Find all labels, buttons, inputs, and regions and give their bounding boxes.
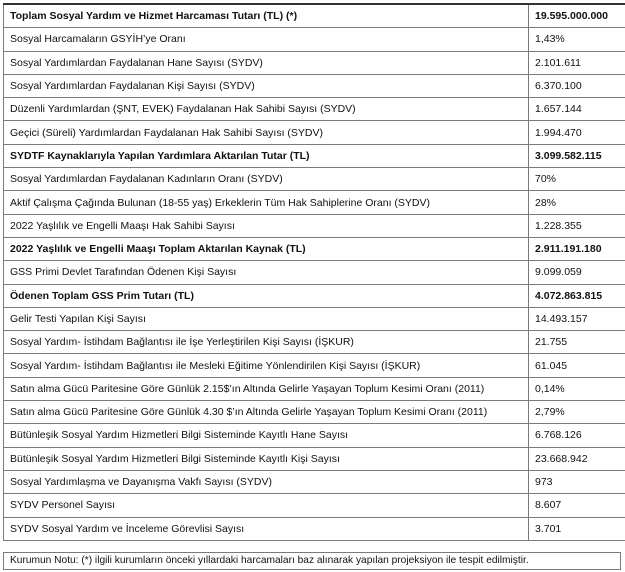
table-row — [4, 191, 625, 214]
row-value: 3.099.582.115 — [529, 144, 625, 167]
table-row — [4, 284, 625, 307]
table-row — [4, 261, 625, 284]
row-value: 61.045 — [529, 354, 625, 377]
row-label: GSS Primi Devlet Tarafından Ödenen Kişi Sayısı — [4, 261, 529, 284]
table-row — [4, 168, 625, 191]
row-value: 1.994.470 — [529, 121, 625, 144]
statistics-table — [3, 3, 625, 541]
table-row — [4, 470, 625, 493]
table-row — [4, 237, 625, 260]
table-row — [4, 74, 625, 97]
row-label: 2022 Yaşlılık ve Engelli Maaşı Toplam Aktarılan Kaynak (TL) — [4, 237, 529, 260]
table-row — [4, 51, 625, 74]
row-label: Satın alma Gücü Paritesine Göre Günlük 4.30 $’ın Altında Gelirle Yaşayan Toplum Kesimi Oranı (2011) — [4, 401, 529, 424]
row-label: SYDTF Kaynaklarıyla Yapılan Yardımlara Aktarılan Tutar (TL) — [4, 144, 529, 167]
institution-note: Kurumun Notu: (*) ilgili kurumların önceki yıllardaki harcamaları baz alınarak yapılan projeksiyon ile tespit edilmiştir. — [3, 552, 621, 570]
row-value: 4.072.863.815 — [529, 284, 625, 307]
row-label: Sosyal Yardımlaşma ve Dayanışma Vakfı Sayısı (SYDV) — [4, 470, 529, 493]
row-value: 28% — [529, 191, 625, 214]
row-label: Toplam Sosyal Yardım ve Hizmet Harcaması Tutarı (TL) (*) — [4, 4, 529, 28]
row-value: 2.911.191.180 — [529, 237, 625, 260]
row-label: Sosyal Yardımlardan Faydalanan Hane Sayısı (SYDV) — [4, 51, 529, 74]
table-row — [4, 28, 625, 51]
row-value: 2,79% — [529, 401, 625, 424]
row-value: 8.607 — [529, 494, 625, 517]
row-label: Bütünleşik Sosyal Yardım Hizmetleri Bilgi Sisteminde Kayıtlı Kişi Sayısı — [4, 447, 529, 470]
row-value: 0,14% — [529, 377, 625, 400]
row-label: Düzenli Yardımlardan (ŞNT, EVEK) Faydalanan Hak Sahibi Sayısı (SYDV) — [4, 98, 529, 121]
row-label: Sosyal Yardım- İstihdam Bağlantısı ile Mesleki Eğitime Yönlendirilen Kişi Sayısı (İŞKUR) — [4, 354, 529, 377]
row-value: 14.493.157 — [529, 307, 625, 330]
table-row — [4, 214, 625, 237]
row-label: Satın alma Gücü Paritesine Göre Günlük 2.15$’ın Altında Gelirle Yaşayan Toplum Kesimi Oranı (2011) — [4, 377, 529, 400]
table-row — [4, 401, 625, 424]
row-value: 21.755 — [529, 331, 625, 354]
row-value: 23.668.942 — [529, 447, 625, 470]
row-label: Sosyal Yardımlardan Faydalanan Kadınların Oranı (SYDV) — [4, 168, 529, 191]
table-row — [4, 494, 625, 517]
row-value: 1.657.144 — [529, 98, 625, 121]
table-row — [4, 447, 625, 470]
table-row — [4, 424, 625, 447]
row-value: 2.101.611 — [529, 51, 625, 74]
row-label: 2022 Yaşlılık ve Engelli Maaşı Hak Sahibi Sayısı — [4, 214, 529, 237]
row-value: 19.595.000.000 — [529, 4, 625, 28]
row-label: Aktif Çalışma Çağında Bulunan (18-55 yaş) Erkeklerin Tüm Hak Sahiplerine Oranı (SYDV) — [4, 191, 529, 214]
table-row — [4, 4, 625, 28]
table-row — [4, 98, 625, 121]
row-label: SYDV Sosyal Yardım ve İnceleme Görevlisi Sayısı — [4, 517, 529, 540]
row-label: Sosyal Yardım- İstihdam Bağlantısı ile İşe Yerleştirilen Kişi Sayısı (İŞKUR) — [4, 331, 529, 354]
row-value: 973 — [529, 470, 625, 493]
row-value: 1,43% — [529, 28, 625, 51]
table-row — [4, 377, 625, 400]
row-label: Sosyal Harcamaların GSYİH’ye Oranı — [4, 28, 529, 51]
row-value: 1.228.355 — [529, 214, 625, 237]
row-label: Geçici (Süreli) Yardımlardan Faydalanan Hak Sahibi Sayısı (SYDV) — [4, 121, 529, 144]
statistics-table-body — [4, 4, 625, 540]
row-label: Ödenen Toplam GSS Prim Tutarı (TL) — [4, 284, 529, 307]
row-value: 70% — [529, 168, 625, 191]
row-value: 6.768.126 — [529, 424, 625, 447]
row-label: Bütünleşik Sosyal Yardım Hizmetleri Bilgi Sisteminde Kayıtlı Hane Sayısı — [4, 424, 529, 447]
table-row — [4, 517, 625, 540]
table-row — [4, 144, 625, 167]
table-row — [4, 307, 625, 330]
row-value: 9.099.059 — [529, 261, 625, 284]
table-row — [4, 331, 625, 354]
row-value: 3.701 — [529, 517, 625, 540]
row-label: Gelir Testi Yapılan Kişi Sayısı — [4, 307, 529, 330]
row-label: SYDV Personel Sayısı — [4, 494, 529, 517]
table-row — [4, 121, 625, 144]
row-label: Sosyal Yardımlardan Faydalanan Kişi Sayısı (SYDV) — [4, 74, 529, 97]
table-row — [4, 354, 625, 377]
row-value: 6.370.100 — [529, 74, 625, 97]
